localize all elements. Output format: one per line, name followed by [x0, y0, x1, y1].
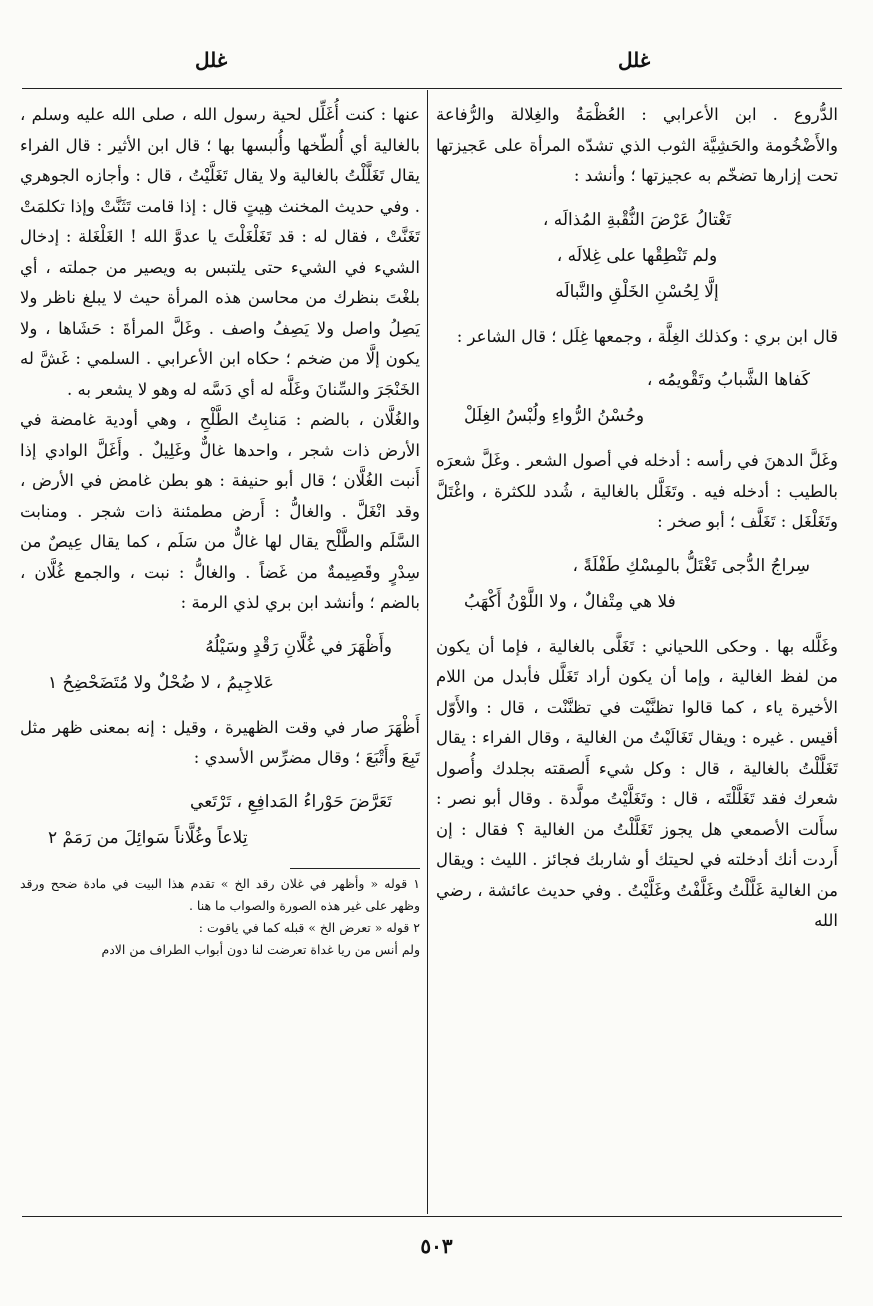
footnote: ولم أنس من ريا غداة تعرضت لنا دون أبواب الطراف من الادم	[101, 941, 420, 957]
left-column	[20, 100, 420, 961]
verse-line: إلَّا لِحُسْنِ الخَلْقِ والنَّبالَه	[555, 281, 719, 302]
verse-line: تَغْتالُ عَرْضَ النُّقْبةِ المُذالَه ،	[542, 209, 732, 230]
column-divider	[427, 90, 428, 1214]
verse	[436, 362, 838, 434]
header-rule	[22, 88, 842, 89]
verse-line: فلا هي مِتْفالٌ ، ولا اللَّوْنُ أَكْهَبُ	[464, 591, 676, 612]
verse-line: كَفاها الشَّبابُ وتَقْويمُه ،	[646, 370, 810, 390]
paragraph: والغُلَّان ، بالضم : مَنابِتُ الطَّلْحِ ، وهي أودية غامضة في الأرض ذات شجر ، واحدها غالٌّ وغَلِيلٌ . وأَغَلَّ الوادي إذا أَنبت الغُلَّان ؛ قال أبو حنيفة : هو بطن غامض في الأرض ، وقد انْغَلَّ . والغالُّ : أَرض مطمئنة ذات شجر . ومنابت السَّلَم والطَّلْح يقال لها غالٌّ من سَلَم ، كما يقال عِيصٌ من سِدْرٍ وقَصِيمةٌ من غَضاً . والغالُّ : نبت ، والجمع غُلَّان ، بالضم ؛ وأنشد ابن بري لذي الرمة :	[20, 410, 420, 612]
page-number: ٥٠٣	[420, 1234, 453, 1258]
paragraph: أَظْهَرَ صار في وقت الظهيرة ، وقيل : إنه بمعنى ظهر مثل تَبِعَ وأَتْبَعَ ؛ وقال مضرِّس الأسدي :	[20, 717, 420, 767]
paragraph: عنها : كنت أُغَلِّل لحية رسول الله ، صلى الله عليه وسلم ، بالغالية أي أُلطّخها وأُلبسها بها ؛ قال ابن الأثير : قال الفراء يقال تَغَلَّلْتُ بالغالية ولا يقال تَغَلَّيْتُ ، قال : وأجازه الجوهري . وفي حديث المخنث هِيتٍ قال : إذا قامت تَثَنَّتْ وإذا تكلمَتْ تَغَنَّتْ ، فقال له : قد تَغَلْغَلْتَ يا عدوَّ الله ! الغَلْغَلة : إدخال الشيء في الشيء حتى يلتبس به ويصير من جملته ، أي بلغْتَ بنظرك من محاسن هذه المرأة حيث لا يبلغ ناظر ولا يَصِلُ واصل ولا يَصِفُ واصف . وغَلَّ المرأةَ : حَشَاها ، ولا يكون إلَّا من ضخم ؛ حكاه ابن الأعرابي . السلمي : غَشَّ له الخَنْجَرَ والسِّنانَ وغَلَّه له أي دَسَّه له وهو لا يشعر به .	[20, 105, 420, 399]
paragraph: قال ابن بري : وكذلك الغِلَّة ، وجمعها غِلَل ؛ قال الشاعر :	[456, 326, 838, 346]
verse-line: سِراجُ الدُّجى تَغْتَلُّ بالمِسْكِ طَفْلَةً ،	[572, 555, 810, 576]
verse-line: تَعَرَّضَ حَوْراءُ المَدافِعِ ، تَرْتَعي	[190, 791, 392, 812]
right-column	[436, 100, 838, 937]
verse	[20, 629, 420, 701]
verse	[436, 202, 838, 310]
verse-line: وأَظْهَرَ في غُلَّانِ رَقْدٍ وسَيْلُهُ	[205, 636, 392, 657]
footnote: ٢ قوله « تعرض الخ » قبله كما في ياقوت :	[198, 919, 420, 935]
paragraph: وغَلَّ الدهنَ في رأسه : أدخله في أصول الشعر . وغَلَّ شعرَه بالطيب : أدخله فيه . وتَغَلَّل بالغالية ، شُدد للكثرة ، واغْتَلَّ وتَغَلْغَل : تَغَلَّف ؛ أبو صخر :	[436, 451, 838, 531]
paragraph: الدُّروع . ابن الأعرابي : العُظْمَةُ والغِلالة والرُّفاعة والأَضْخُومة والحَشِيَّة الثوب الذي تشدّه المرأة على عَجيزتها تحت إزارها تضخّم به عجيزتها ؛ وأنشد :	[436, 105, 838, 185]
page-header	[0, 0, 873, 86]
paragraph: وغَلَّله بها . وحكى اللحياني : تَغَلَّى بالغالية ، فإما أن يكون من لفظ الغالية ، وإما أن يكون أراد تَغَلَّل فأبدل من اللام الأخيرة ياء ، كما قالوا تظنَّيْت في تظنَّنْت ، قال : والأَوّل أقيس . غيره : ويقال تَغَالَيْتُ من الغالية ، وقال الفراء : يقال تَغَلَّلْتُ بالغالية ، قال : وكل شيء أَلصقته بجلدك وأُصول شعرك فقد تَغَلَّلْتَه ، قال : وتَغَلَّيْتُ مولَّدة . وقال أبو نصر : سأَلت الأصمعي هل يجوز تَغَلَّلْتُ من الغالية ؟ فقال : إن أَردت أنك أدخلته في لحيتك أو شاربك فجائز . الليث : ويقال من الغالية غَلَّلْتُ وغَلَّفْتُ وغَلَّيْتُ . وفي حديث عائشة ، رضي الله	[436, 636, 838, 930]
verse	[20, 784, 420, 856]
footnote-rule	[290, 868, 420, 869]
verse-line: وحُسْنُ الرُّواءِ ولُبْسُ الغِلَلْ	[464, 406, 645, 426]
footnotes	[20, 873, 420, 961]
header-word-left: غلل	[195, 48, 228, 72]
verse-line: تِلاعاً وغُلَّاناً سَوائِلَ من رَمَمْ ٢	[48, 827, 248, 848]
verse-line: ولم تَنْطِقْها على غِلالَه ،	[556, 245, 718, 266]
footer-rule	[22, 1216, 842, 1217]
footnote: ١ قوله « وأظهر في غلان رقد الخ » تقدم هذا البيت في مادة ضحح ورقد وظهر على غير هذه الصورة والصواب ما هنا .	[20, 875, 420, 913]
verse	[436, 548, 838, 620]
header-word-right: غلل	[618, 48, 651, 72]
verse-line: عَلاجِيمُ ، لا ضُحْلٌ ولا مُتَضَحْضِحُ ١	[48, 672, 274, 693]
